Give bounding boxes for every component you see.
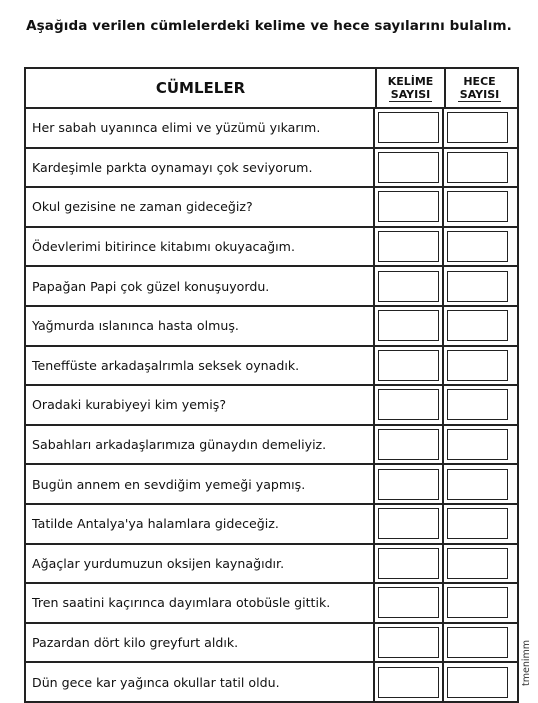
syllable-count-cell xyxy=(444,149,511,187)
watermark-text: tmenimm xyxy=(521,640,532,686)
sentence-cell: Dün gece kar yağınca okullar tatil oldu. xyxy=(26,663,375,701)
word-count-answer-box[interactable] xyxy=(378,310,439,341)
syllable-count-cell xyxy=(444,228,511,266)
word-count-answer-box[interactable] xyxy=(378,191,439,222)
syllable-count-answer-box[interactable] xyxy=(447,271,508,302)
syllable-count-cell xyxy=(444,307,511,345)
syllable-count-cell xyxy=(444,465,511,503)
word-count-answer-box[interactable] xyxy=(378,587,439,618)
word-count-cell xyxy=(375,505,444,543)
syllable-count-cell xyxy=(444,663,511,701)
word-count-cell xyxy=(375,307,444,345)
sentence-cell: Pazardan dört kilo greyfurt aldık. xyxy=(26,624,375,662)
table-body xyxy=(26,109,517,703)
syllable-count-answer-box[interactable] xyxy=(447,152,508,183)
sentence-cell: Yağmurda ıslanınca hasta olmuş. xyxy=(26,307,375,345)
sentence-cell: Okul gezisine ne zaman gideceğiz? xyxy=(26,188,375,226)
header-word-count-line2: SAYISI xyxy=(390,87,431,101)
table-row xyxy=(26,545,517,585)
table-row xyxy=(26,426,517,466)
word-count-answer-box[interactable] xyxy=(378,429,439,460)
word-count-answer-box[interactable] xyxy=(378,231,439,262)
syllable-count-answer-box[interactable] xyxy=(447,667,508,698)
word-count-answer-box[interactable] xyxy=(378,508,439,539)
table-row xyxy=(26,386,517,426)
word-count-answer-box[interactable] xyxy=(378,548,439,579)
header-word-count-line1: KELİME xyxy=(387,74,434,88)
word-count-cell xyxy=(375,149,444,187)
header-word-count xyxy=(377,69,446,107)
word-count-cell xyxy=(375,545,444,583)
word-count-answer-box[interactable] xyxy=(378,271,439,302)
sentence-cell: Kardeşimle parkta oynamayı çok seviyorum. xyxy=(26,149,375,187)
word-count-cell xyxy=(375,267,444,305)
sentence-table xyxy=(24,67,519,703)
word-count-cell xyxy=(375,584,444,622)
syllable-count-answer-box[interactable] xyxy=(447,587,508,618)
header-syllable-count-line1: HECE xyxy=(463,74,496,88)
syllable-count-answer-box[interactable] xyxy=(447,191,508,222)
table-row xyxy=(26,663,517,703)
word-count-cell xyxy=(375,624,444,662)
sentence-cell: Teneffüste arkadaşalrımla seksek oynadık. xyxy=(26,347,375,385)
word-count-cell xyxy=(375,109,444,147)
word-count-answer-box[interactable] xyxy=(378,627,439,658)
table-row xyxy=(26,109,517,149)
syllable-count-answer-box[interactable] xyxy=(447,429,508,460)
table-row xyxy=(26,307,517,347)
sentence-cell: Papağan Papi çok güzel konuşuyordu. xyxy=(26,267,375,305)
word-count-answer-box[interactable] xyxy=(378,350,439,381)
syllable-count-answer-box[interactable] xyxy=(447,231,508,262)
word-count-cell xyxy=(375,188,444,226)
table-row xyxy=(26,505,517,545)
header-sentences: CÜMLELER xyxy=(26,69,377,107)
syllable-count-cell xyxy=(444,426,511,464)
syllable-count-answer-box[interactable] xyxy=(447,389,508,420)
sentence-cell: Her sabah uyanınca elimi ve yüzümü yıkarım. xyxy=(26,109,375,147)
table-row xyxy=(26,347,517,387)
table-row xyxy=(26,188,517,228)
table-row xyxy=(26,228,517,268)
sentence-cell: Bugün annem en sevdiğim yemeği yapmış. xyxy=(26,465,375,503)
table-row xyxy=(26,465,517,505)
sentence-cell: Ödevlerimi bitirince kitabımı okuyacağım. xyxy=(26,228,375,266)
worksheet-title: Aşağıda verilen cümlelerdeki kelime ve hece sayılarını bulalım. xyxy=(26,18,512,34)
table-row xyxy=(26,624,517,664)
word-count-answer-box[interactable] xyxy=(378,152,439,183)
syllable-count-cell xyxy=(444,347,511,385)
word-count-cell xyxy=(375,228,444,266)
word-count-cell xyxy=(375,386,444,424)
word-count-answer-box[interactable] xyxy=(378,112,439,143)
syllable-count-cell xyxy=(444,505,511,543)
table-row xyxy=(26,267,517,307)
word-count-answer-box[interactable] xyxy=(378,667,439,698)
syllable-count-answer-box[interactable] xyxy=(447,508,508,539)
syllable-count-answer-box[interactable] xyxy=(447,112,508,143)
syllable-count-cell xyxy=(444,584,511,622)
sentence-cell: Oradaki kurabiyeyi kim yemiş? xyxy=(26,386,375,424)
header-syllable-count-line2: SAYISI xyxy=(459,87,500,101)
word-count-cell xyxy=(375,465,444,503)
sentence-cell: Tatilde Antalya'ya halamlara gideceğiz. xyxy=(26,505,375,543)
header-syllable-count xyxy=(446,69,513,107)
table-row xyxy=(26,149,517,189)
syllable-count-cell xyxy=(444,109,511,147)
syllable-count-cell xyxy=(444,386,511,424)
syllable-count-answer-box[interactable] xyxy=(447,350,508,381)
table-header xyxy=(26,69,517,109)
word-count-answer-box[interactable] xyxy=(378,389,439,420)
word-count-cell xyxy=(375,426,444,464)
sentence-cell: Tren saatini kaçırınca dayımlara otobüsle gittik. xyxy=(26,584,375,622)
table-row xyxy=(26,584,517,624)
syllable-count-answer-box[interactable] xyxy=(447,310,508,341)
sentence-cell: Sabahları arkadaşlarımıza günaydın demeliyiz. xyxy=(26,426,375,464)
syllable-count-cell xyxy=(444,624,511,662)
syllable-count-answer-box[interactable] xyxy=(447,548,508,579)
word-count-answer-box[interactable] xyxy=(378,469,439,500)
word-count-cell xyxy=(375,347,444,385)
syllable-count-cell xyxy=(444,545,511,583)
syllable-count-answer-box[interactable] xyxy=(447,627,508,658)
syllable-count-cell xyxy=(444,267,511,305)
sentence-cell: Ağaçlar yurdumuzun oksijen kaynağıdır. xyxy=(26,545,375,583)
syllable-count-answer-box[interactable] xyxy=(447,469,508,500)
word-count-cell xyxy=(375,663,444,701)
syllable-count-cell xyxy=(444,188,511,226)
